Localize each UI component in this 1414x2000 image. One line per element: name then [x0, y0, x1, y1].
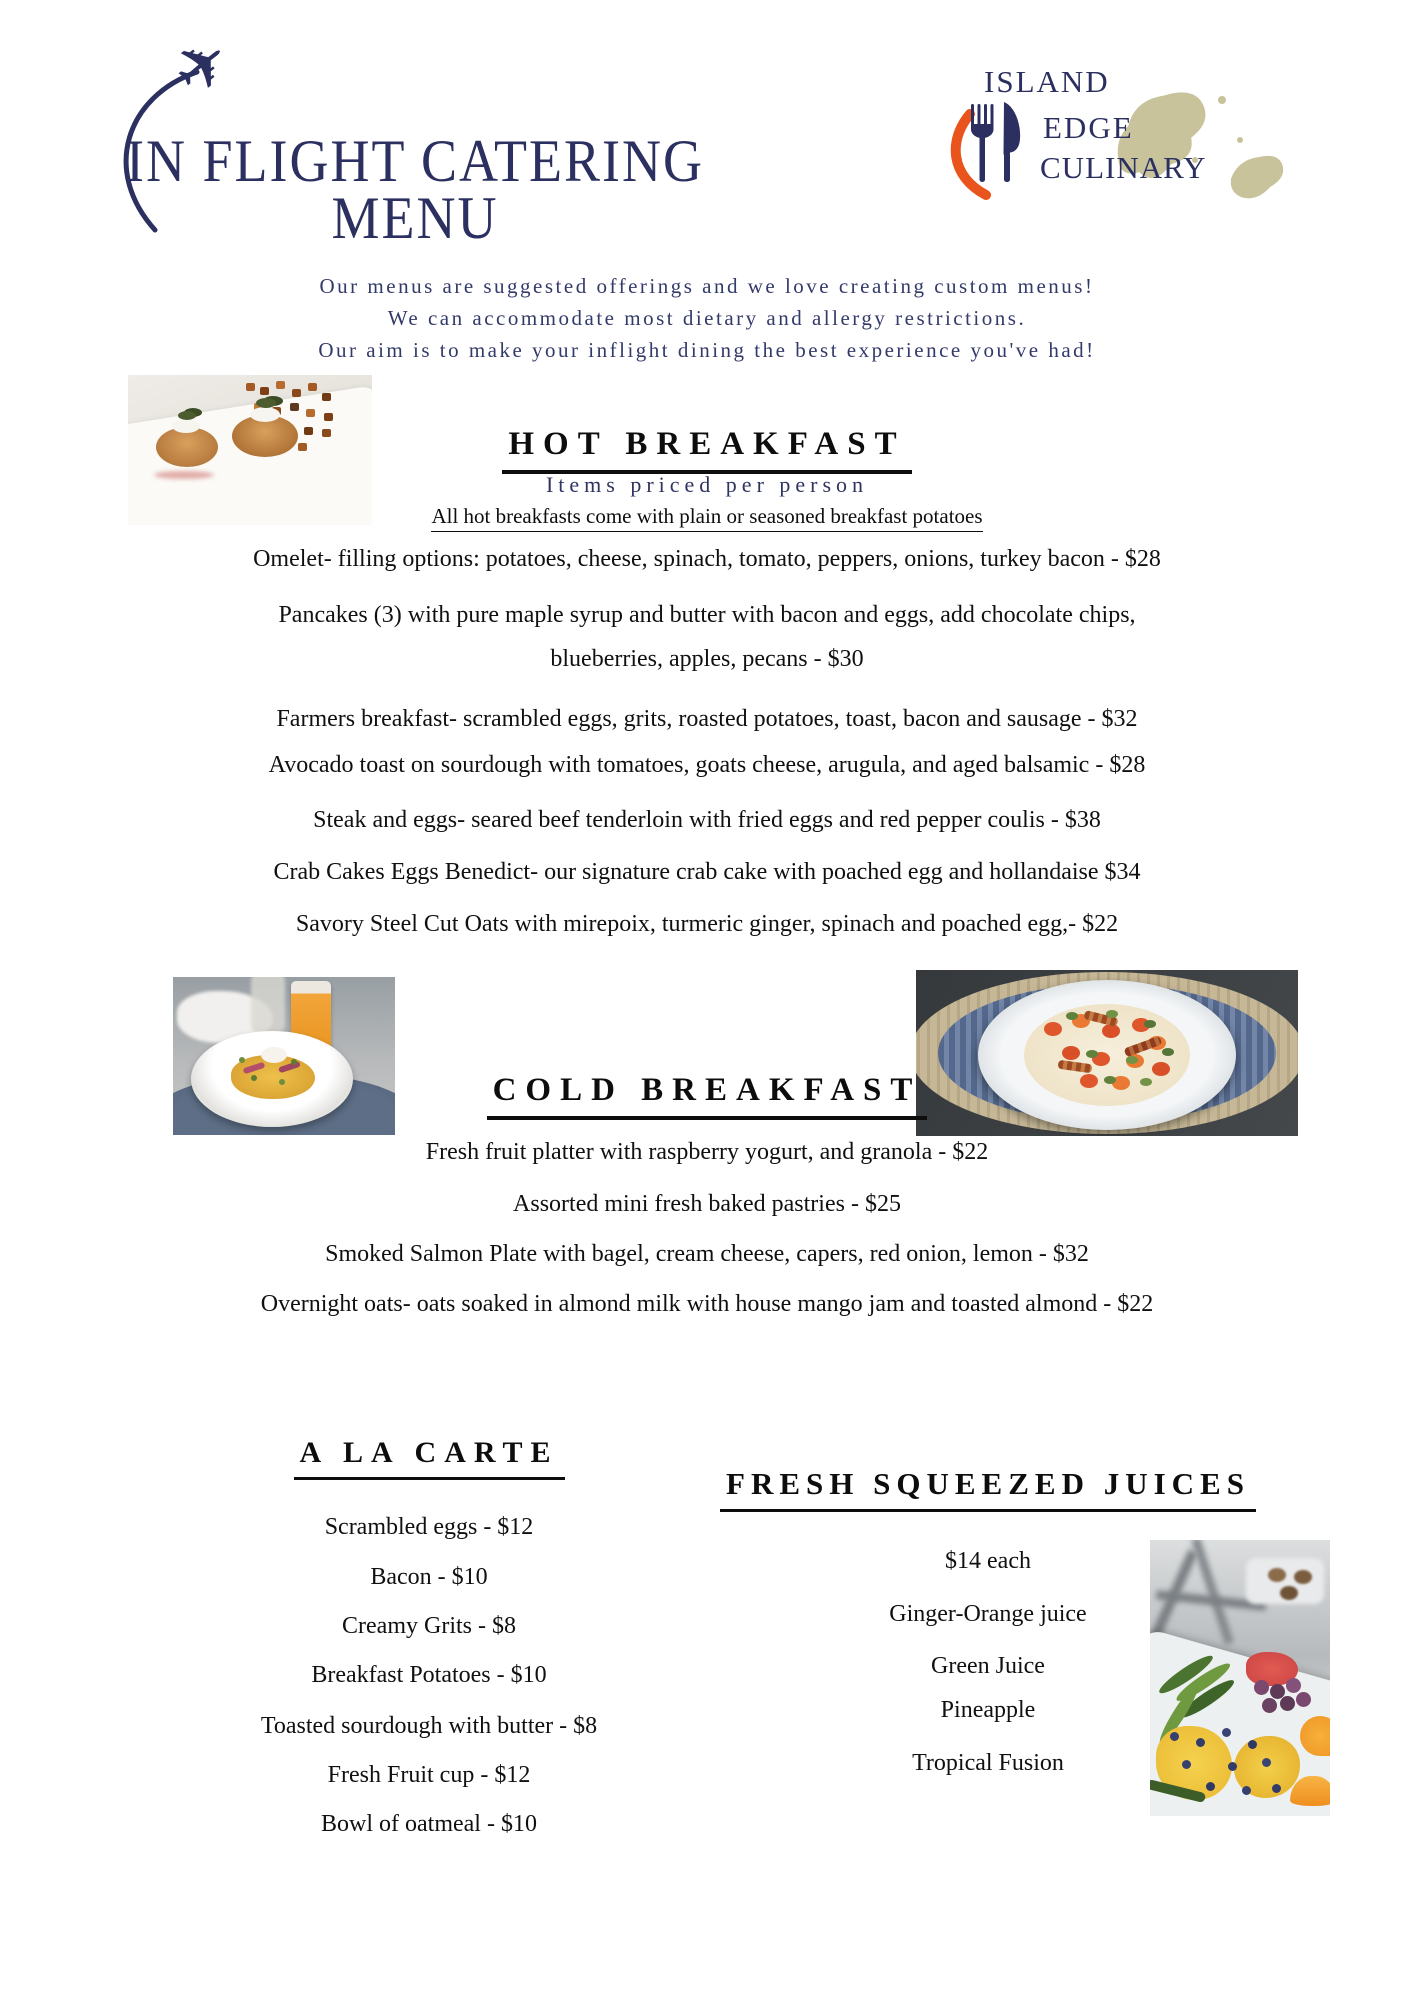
page-title-line1: IN FLIGHT CATERING — [126, 127, 704, 195]
alacarte-oatmeal: Bowl of oatmeal - $10 — [321, 1811, 537, 1837]
brand-name-culinary: CULINARY — [1040, 150, 1207, 185]
alacarte-scrambled-eggs: Scrambled eggs - $12 — [324, 1514, 534, 1540]
juice-ginger-orange: Ginger-Orange juice — [889, 1601, 1087, 1627]
hot-breakfast-title: HOT BREAKFAST — [0, 426, 1414, 474]
cold-item-fruit-platter: Fresh fruit platter with raspberry yogurt, and granola - $22 — [425, 1139, 989, 1165]
brand-name-island: ISLAND — [984, 64, 1110, 99]
hot-breakfast-subtitle: Items priced per person — [545, 472, 869, 497]
alacarte-toasted-sourdough: Toasted sourdough with butter - $8 — [260, 1713, 598, 1739]
brand-name-edge: EDGE — [1043, 110, 1134, 145]
page-title-line2: MENU — [331, 184, 499, 252]
intro-line-3: Our aim is to make your inflight dining the best experience you've had! — [318, 338, 1096, 362]
juices-title: FRESH SQUEEZED JUICES — [690, 1466, 1286, 1512]
juices-fruit-photo — [1150, 1540, 1330, 1816]
photo4-blueberries — [1170, 1732, 1179, 1741]
alacarte-breakfast-potatoes: Breakfast Potatoes - $10 — [311, 1662, 547, 1688]
intro-line-1: Our menus are suggested offerings and we love creating custom menus! — [319, 274, 1095, 298]
brand-logo — [940, 48, 1330, 208]
hot-item-farmers: Farmers breakfast- scrambled eggs, grits, roasted potatoes, toast, bacon and sausage - $32 — [276, 706, 1138, 732]
hot-item-avocado-toast: Avocado toast on sourdough with tomatoes, goats cheese, arugula, and aged balsamic - $28 — [268, 752, 1146, 778]
hot-item-steel-cut-oats: Savory Steel Cut Oats with mirepoix, turmeric ginger, spinach and poached egg,- $22 — [295, 911, 1119, 937]
hot-item-pancakes-cont: blueberries, apples, pecans - $30 — [550, 646, 864, 672]
intro-line-2: We can accommodate most dietary and allergy restrictions. — [387, 306, 1027, 330]
photo4-watermelon — [1246, 1652, 1298, 1686]
cold-item-overnight-oats: Overnight oats- oats soaked in almond milk with house mango jam and toasted almond - $22 — [260, 1291, 1154, 1317]
hot-item-crab-benedict: Crab Cakes Eggs Benedict- our signature crab cake with poached egg and hollandaise $34 — [273, 859, 1141, 885]
hot-breakfast-note: All hot breakfasts come with plain or seasoned breakfast potatoes — [0, 504, 1414, 532]
airplane-icon: ✈ — [158, 21, 247, 113]
photo4-grapes — [1254, 1680, 1269, 1695]
alacarte-bacon: Bacon - $10 — [370, 1564, 488, 1590]
cold-item-smoked-salmon: Smoked Salmon Plate with bagel, cream cheese, capers, red onion, lemon - $32 — [325, 1241, 1089, 1267]
knife-icon — [1004, 102, 1021, 182]
cold-item-pastries: Assorted mini fresh baked pastries - $25 — [513, 1191, 901, 1217]
hot-item-omelet: Omelet- filling options: potatoes, cheese, spinach, tomato, peppers, onions, turkey bacon - $28 — [253, 546, 1161, 572]
a-la-carte-title: A LA CARTE — [179, 1436, 679, 1480]
juice-green: Green Juice — [931, 1653, 1045, 1679]
juice-tropical-fusion: Tropical Fusion — [912, 1750, 1064, 1776]
juices-price-note: $14 each — [945, 1548, 1031, 1574]
alacarte-fruit-cup: Fresh Fruit cup - $12 — [327, 1762, 531, 1788]
hot-item-pancakes: Pancakes (3) with pure maple syrup and butter with bacon and eggs, add chocolate chips, — [278, 602, 1136, 628]
cold-breakfast-title: COLD BREAKFAST — [0, 1072, 1414, 1120]
intro-paragraph — [0, 270, 1414, 366]
hot-item-steak-eggs: Steak and eggs- seared beef tenderloin with fried eggs and red pepper coulis - $38 — [313, 807, 1101, 833]
juice-pineapple: Pineapple — [940, 1697, 1036, 1723]
alacarte-creamy-grits: Creamy Grits - $8 — [342, 1613, 516, 1639]
